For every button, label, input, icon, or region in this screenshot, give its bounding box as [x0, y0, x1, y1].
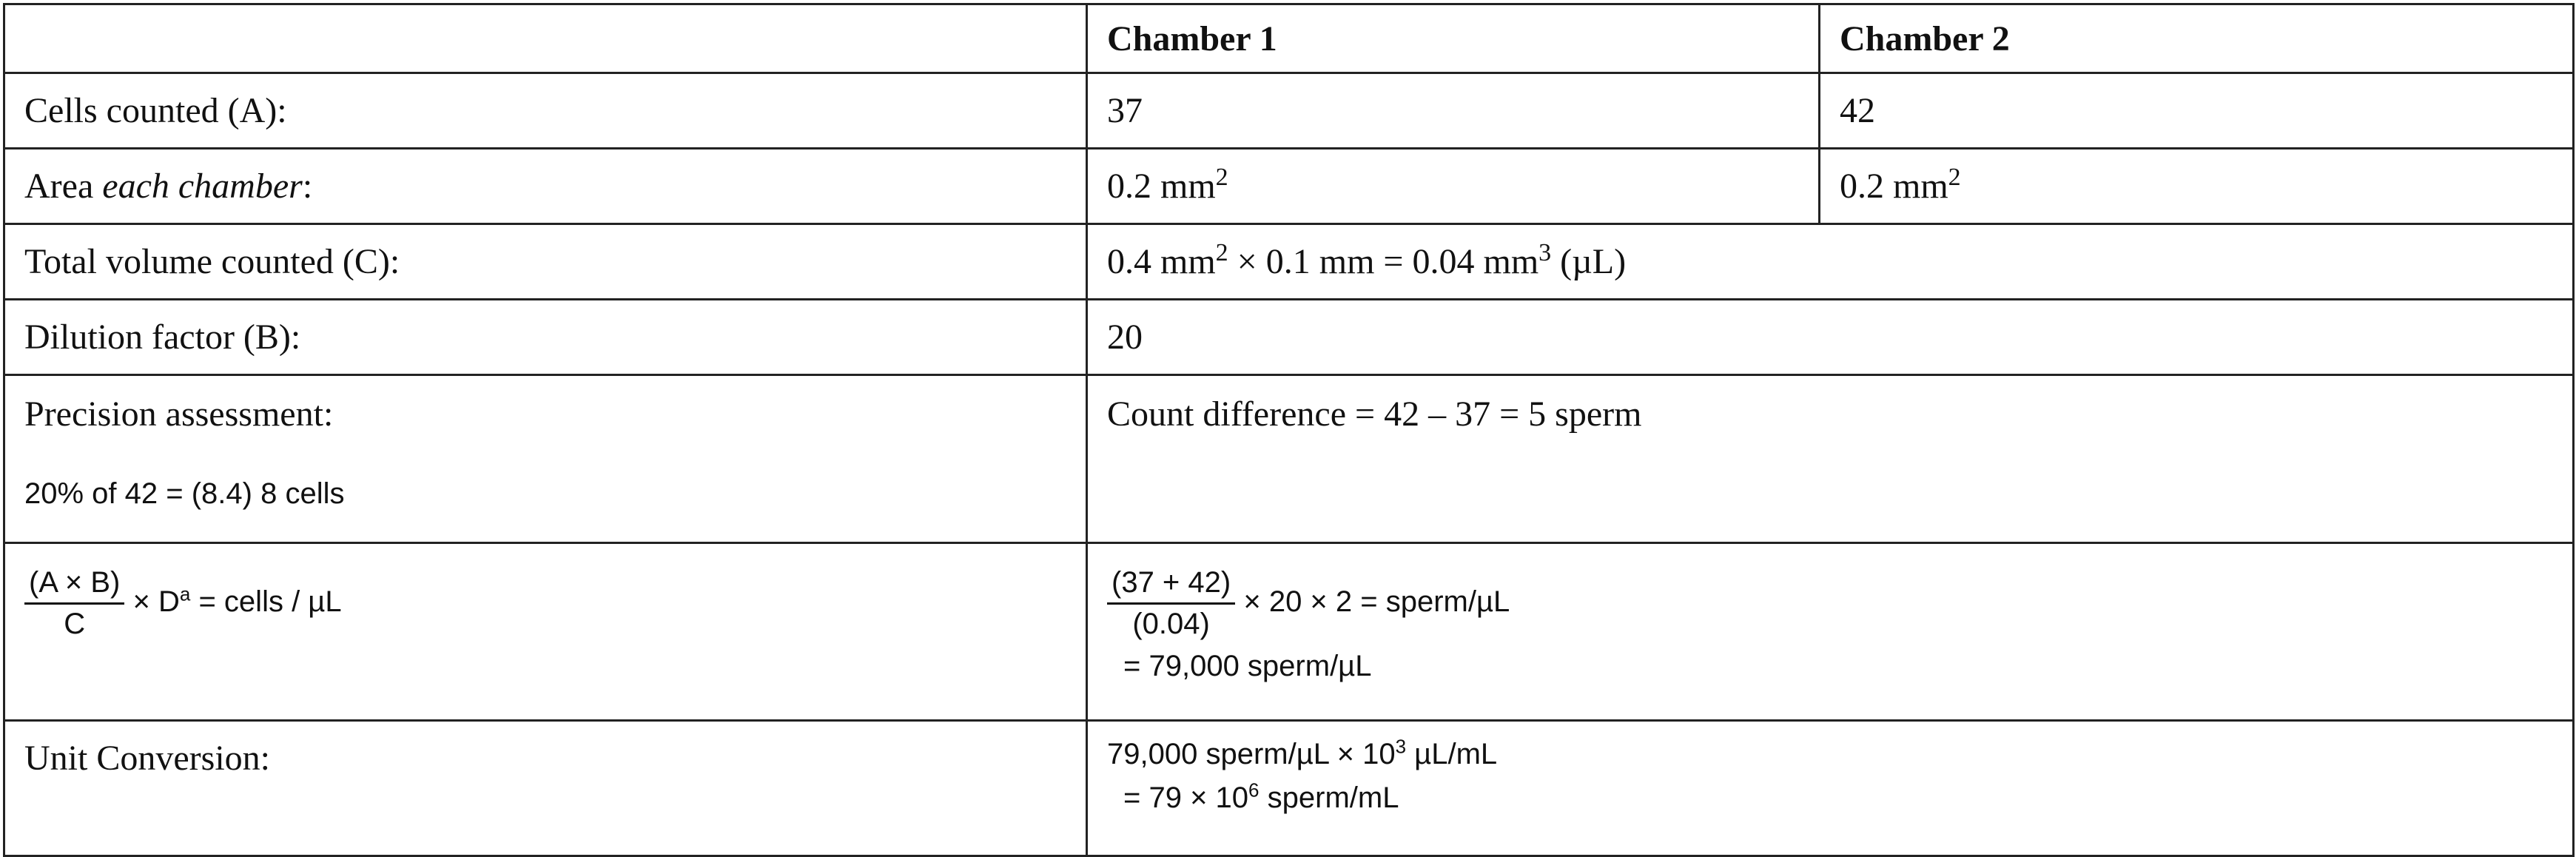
unit-label-cell [4, 721, 1087, 856]
precision-formula: 20% of 42 = (8.4) 8 cells [24, 477, 345, 510]
area-label-suffix: : [302, 167, 313, 206]
header-chamber2: Chamber 2 [1820, 4, 2574, 73]
formula-left-denominator: C [64, 608, 86, 640]
formula-left-superscript: a [179, 582, 191, 605]
row-label [4, 149, 1087, 224]
formula-left-numerator: (A × B) [24, 566, 124, 605]
formula-right-cell [1087, 543, 2574, 721]
table-row-total-volume [4, 224, 2574, 300]
cells-counted-chamber1: 37 [1087, 73, 1820, 149]
header-blank-cell [4, 4, 1087, 73]
cells-counted-chamber2: 42 [1820, 73, 2574, 149]
unit-line1 [1107, 735, 2572, 771]
unit-value-cell [1087, 721, 2574, 856]
row-label: Dilution factor (B): [4, 300, 1087, 375]
formula-right [1107, 566, 2572, 641]
table-row-unit-conversion [4, 721, 2574, 856]
table-row-area [4, 149, 2574, 224]
table-header-row [4, 4, 2574, 73]
formula-left-multiplier: × D [132, 585, 180, 619]
formula-right-numerator: (37 + 42) [1107, 566, 1235, 605]
area-label-italic: each chamber [102, 167, 303, 206]
formula-left-result: = cells / µL [190, 585, 342, 619]
dilution-value: 20 [1087, 300, 2574, 375]
precision-label-cell [4, 375, 1087, 543]
unit-line1-b: µL/mL [1406, 738, 1498, 770]
area-chamber1-value: 0.2 mm [1107, 167, 1216, 206]
sperm-count-table [3, 3, 2575, 857]
total-volume-part3: (µL) [1551, 242, 1627, 281]
formula-left [24, 566, 1086, 641]
unit-line2 [1107, 779, 2572, 815]
area-chamber2 [1820, 149, 2574, 224]
row-label: Total volume counted (C): [4, 224, 1087, 300]
row-label: Precision assessment: [24, 394, 334, 434]
table-row-cells-counted [4, 73, 2574, 149]
unit-line2-exponent: 6 [1248, 779, 1260, 801]
total-volume-exp2: 3 [1538, 239, 1552, 266]
unit-line2-b: sperm/mL [1259, 782, 1399, 814]
formula-left-cell [4, 543, 1087, 721]
formula-left-fraction [24, 566, 124, 641]
precision-value-cell [1087, 375, 2574, 543]
unit-line2-a: = 79 × 10 [1123, 782, 1249, 814]
total-volume-exp1: 2 [1215, 239, 1228, 266]
table-row-precision [4, 375, 2574, 543]
area-chamber2-value: 0.2 mm [1840, 167, 1948, 206]
formula-right-line2: = 79,000 sperm/µL [1123, 650, 1372, 682]
total-volume-part1: 0.4 mm [1107, 242, 1216, 281]
unit-line1-exponent: 3 [1395, 735, 1407, 758]
row-label: Unit Conversion: [24, 739, 270, 778]
unit-line1-a: 79,000 sperm/µL × 10 [1107, 738, 1396, 770]
total-volume-part2: × 0.1 mm = 0.04 mm [1228, 242, 1539, 281]
formula-right-rest: × 20 × 2 = sperm/µL [1243, 585, 1510, 619]
formula-right-denominator: (0.04) [1132, 608, 1210, 640]
area-label-prefix: Area [24, 167, 103, 206]
table-row-formula [4, 543, 2574, 721]
row-label: Cells counted (A): [4, 73, 1087, 149]
area-chamber2-exponent: 2 [1948, 164, 1961, 191]
area-chamber1 [1087, 149, 1820, 224]
precision-value: Count difference = 42 – 37 = 5 sperm [1107, 394, 1642, 434]
formula-right-fraction [1107, 566, 1235, 641]
total-volume-value [1087, 224, 2574, 300]
area-chamber1-exponent: 2 [1215, 164, 1228, 191]
table-row-dilution [4, 300, 2574, 375]
header-chamber1: Chamber 1 [1087, 4, 1820, 73]
